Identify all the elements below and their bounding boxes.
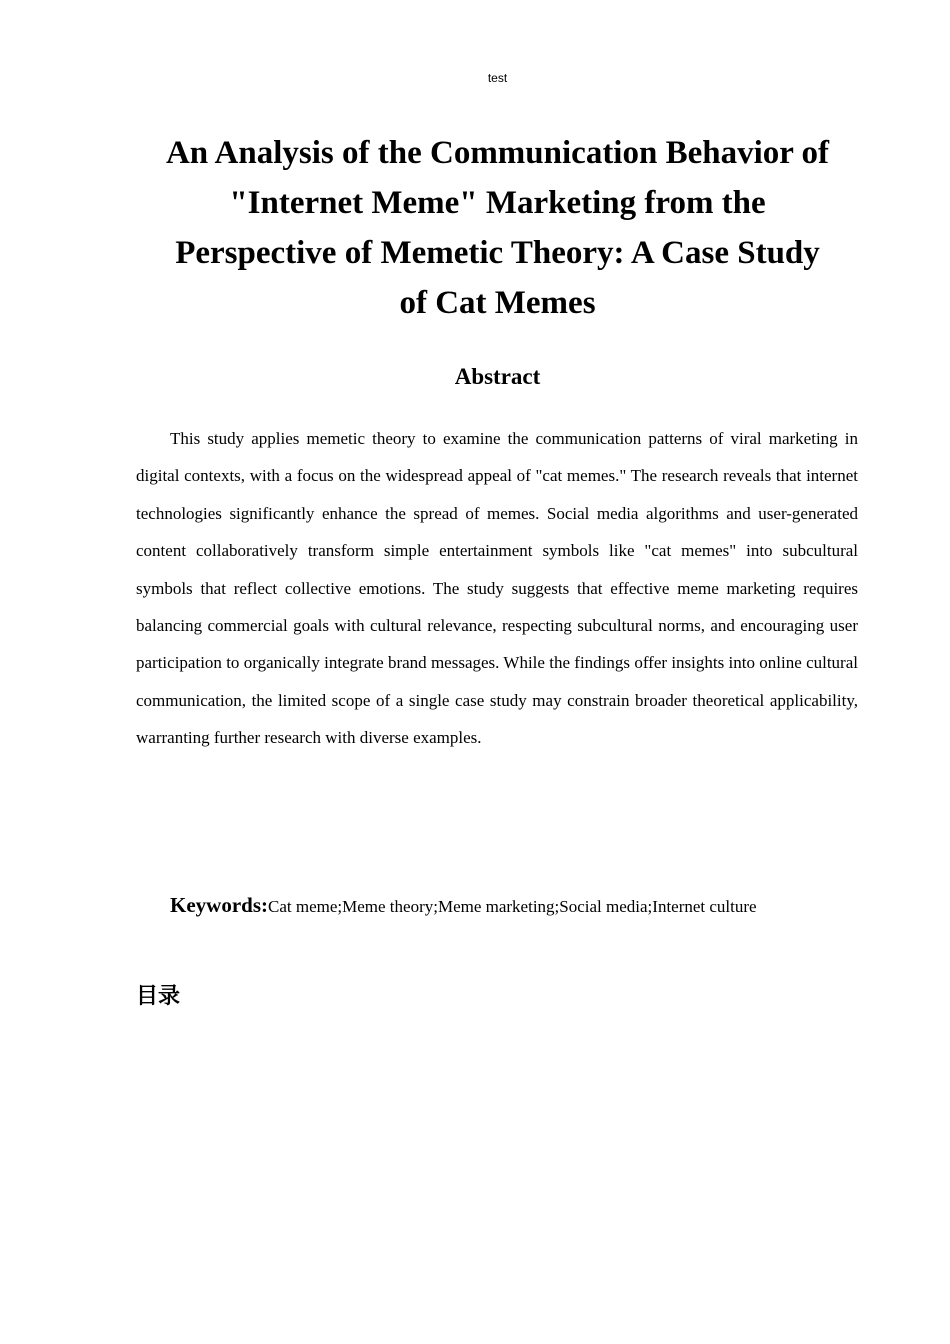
table-of-contents-heading: 目录 xyxy=(136,984,181,1009)
abstract-body: This study applies memetic theory to examine the communication patterns of viral marketing in digital contexts, with a focus on the widespread appeal of "cat memes." The research reveals that internet technologies significantly enhance the spread of memes. Social media algorithms and user-generated content collaboratively transform simple entertainment symbols like "cat memes" into subcultural symbols that reflect collective emotions. The study suggests that effective meme marketing requires balancing commercial goals with cultural relevance, respecting subcultural norms, and encouraging user participation to organically integrate brand messages. While the findings offer insights into online cultural communication, the limited scope of a single case study may constrain broader theoretical applicability, warranting further research with diverse examples. xyxy=(136,429,858,748)
document-title: An Analysis of the Communication Behavior of "Internet Meme" Marketing from the Perspective of Memetic Theory: A Case Study of Cat Memes xyxy=(165,135,830,321)
abstract-heading: Abstract xyxy=(454,364,541,389)
keywords-line xyxy=(170,893,870,918)
keywords-value: Cat meme;Meme theory;Meme marketing;Social media;Internet culture xyxy=(268,897,757,916)
page-header: test xyxy=(487,71,508,85)
keywords-label: Keywords: xyxy=(170,893,268,917)
